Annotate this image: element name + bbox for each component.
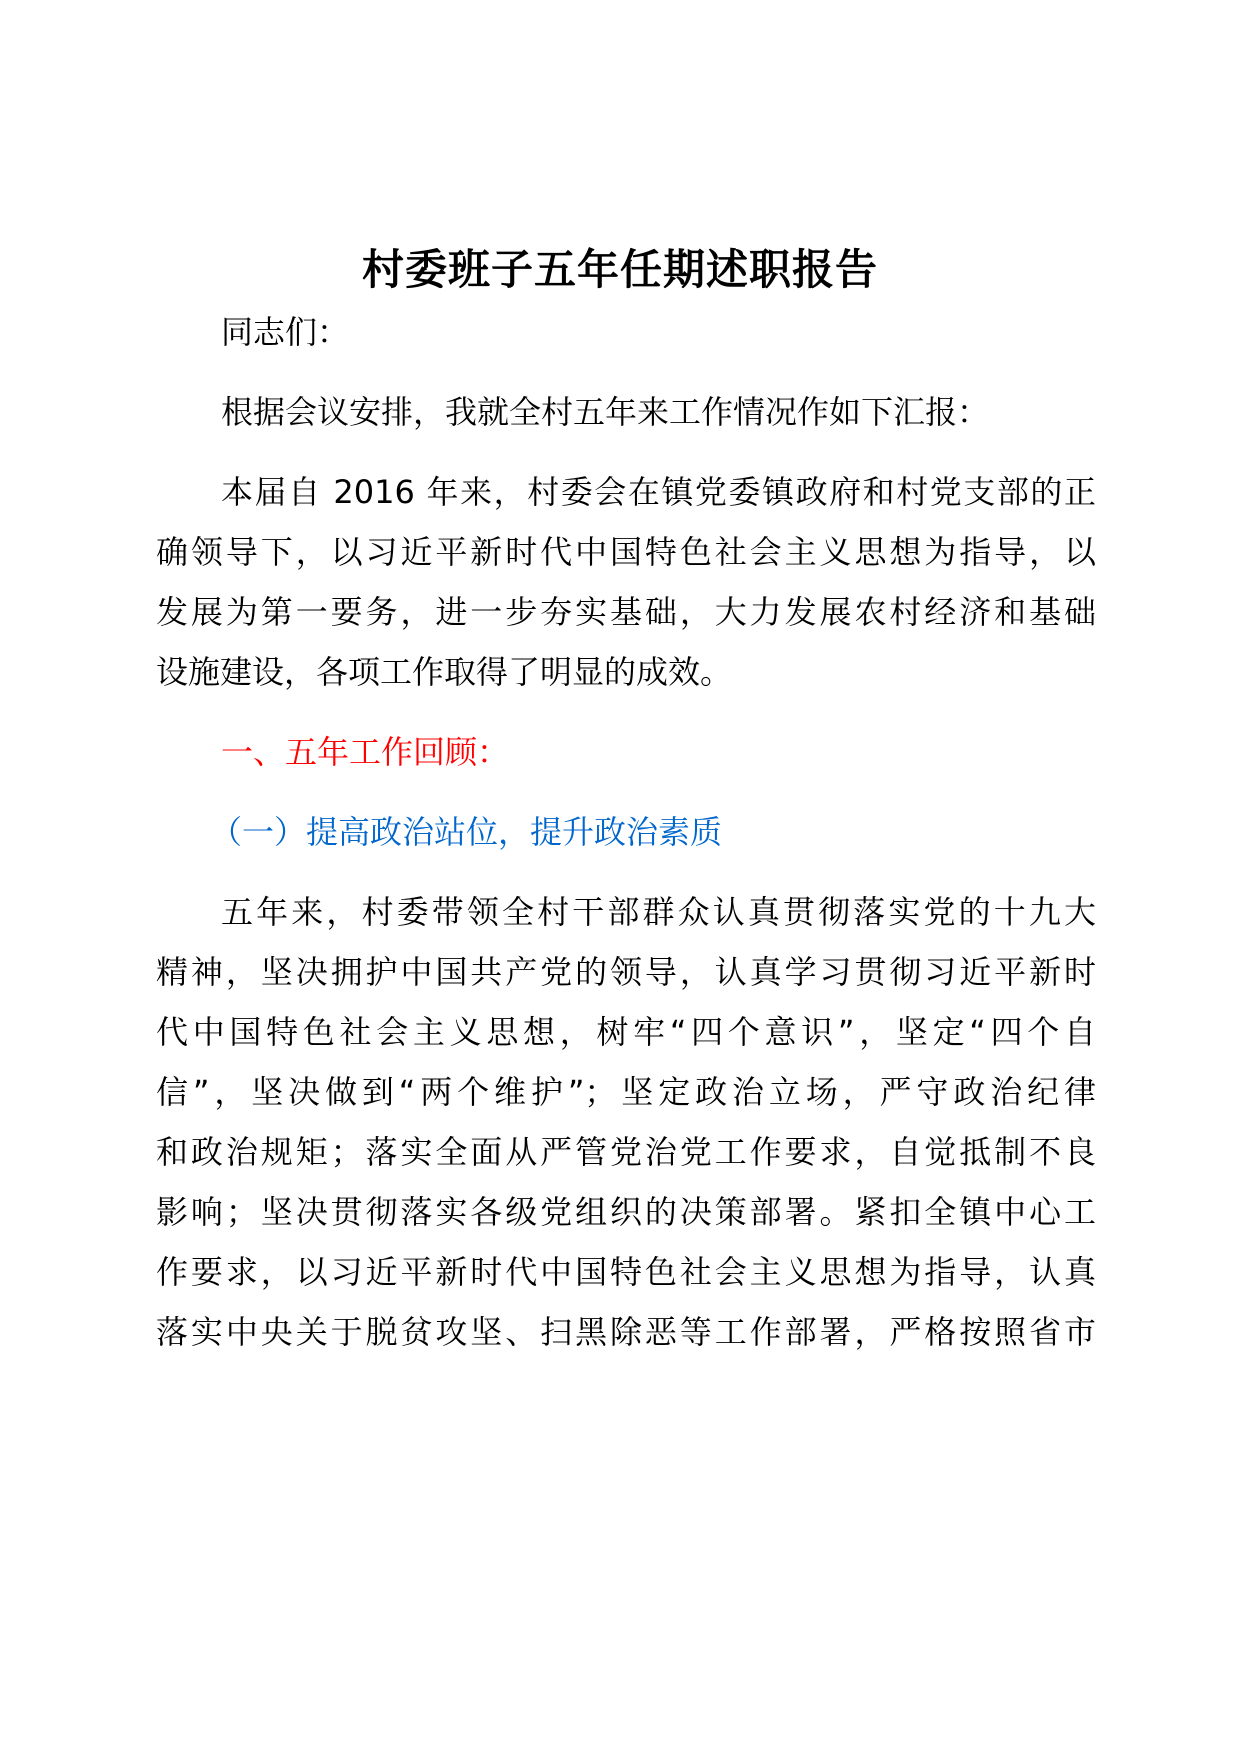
paragraph-line: 代中国特色社会主义思想，树牢“四个意识”，坚定“四个自 xyxy=(156,1013,1096,1051)
paragraph-line: 精神，坚决拥护中国共产党的领导，认真学习贯彻习近平新时 xyxy=(156,953,1096,991)
paragraph-line: 发展为第一要务，进一步夯实基础，大力发展农村经济和基础 xyxy=(156,593,1096,631)
paragraph-line: 五年来，村委带领全村干部群众认真贯彻落实党的十九大 xyxy=(221,893,1096,931)
paragraph-line: 设施建设，各项工作取得了明显的成效。 xyxy=(156,653,733,691)
section-heading: 一、五年工作回顾： xyxy=(221,733,510,771)
salutation: 同志们： xyxy=(221,313,350,351)
paragraph-line: 和政治规矩；落实全面从严管党治党工作要求，自觉抵制不良 xyxy=(156,1133,1096,1171)
subsection-heading: （一）提高政治站位，提升政治素质 xyxy=(210,813,723,851)
document-title: 村委班子五年任期述职报告 xyxy=(361,245,878,294)
paragraph-line: 作要求，以习近平新时代中国特色社会主义思想为指导，认真 xyxy=(156,1253,1096,1291)
paragraph-line: 本届自 2016 年来，村委会在镇党委镇政府和村党支部的正 xyxy=(221,473,1096,511)
paragraph-line: 落实中央关于脱贫攻坚、扫黑除恶等工作部署，严格按照省市 xyxy=(156,1313,1096,1351)
intro-paragraph: 根据会议安排，我就全村五年来工作情况作如下汇报： xyxy=(221,393,990,431)
paragraph-line: 信”，坚决做到“两个维护”；坚定政治立场，严守政治纪律 xyxy=(156,1073,1096,1111)
paragraph-line: 影响；坚决贯彻落实各级党组织的决策部署。紧扣全镇中心工 xyxy=(156,1193,1096,1231)
paragraph-line: 确领导下，以习近平新时代中国特色社会主义思想为指导，以 xyxy=(156,533,1096,571)
